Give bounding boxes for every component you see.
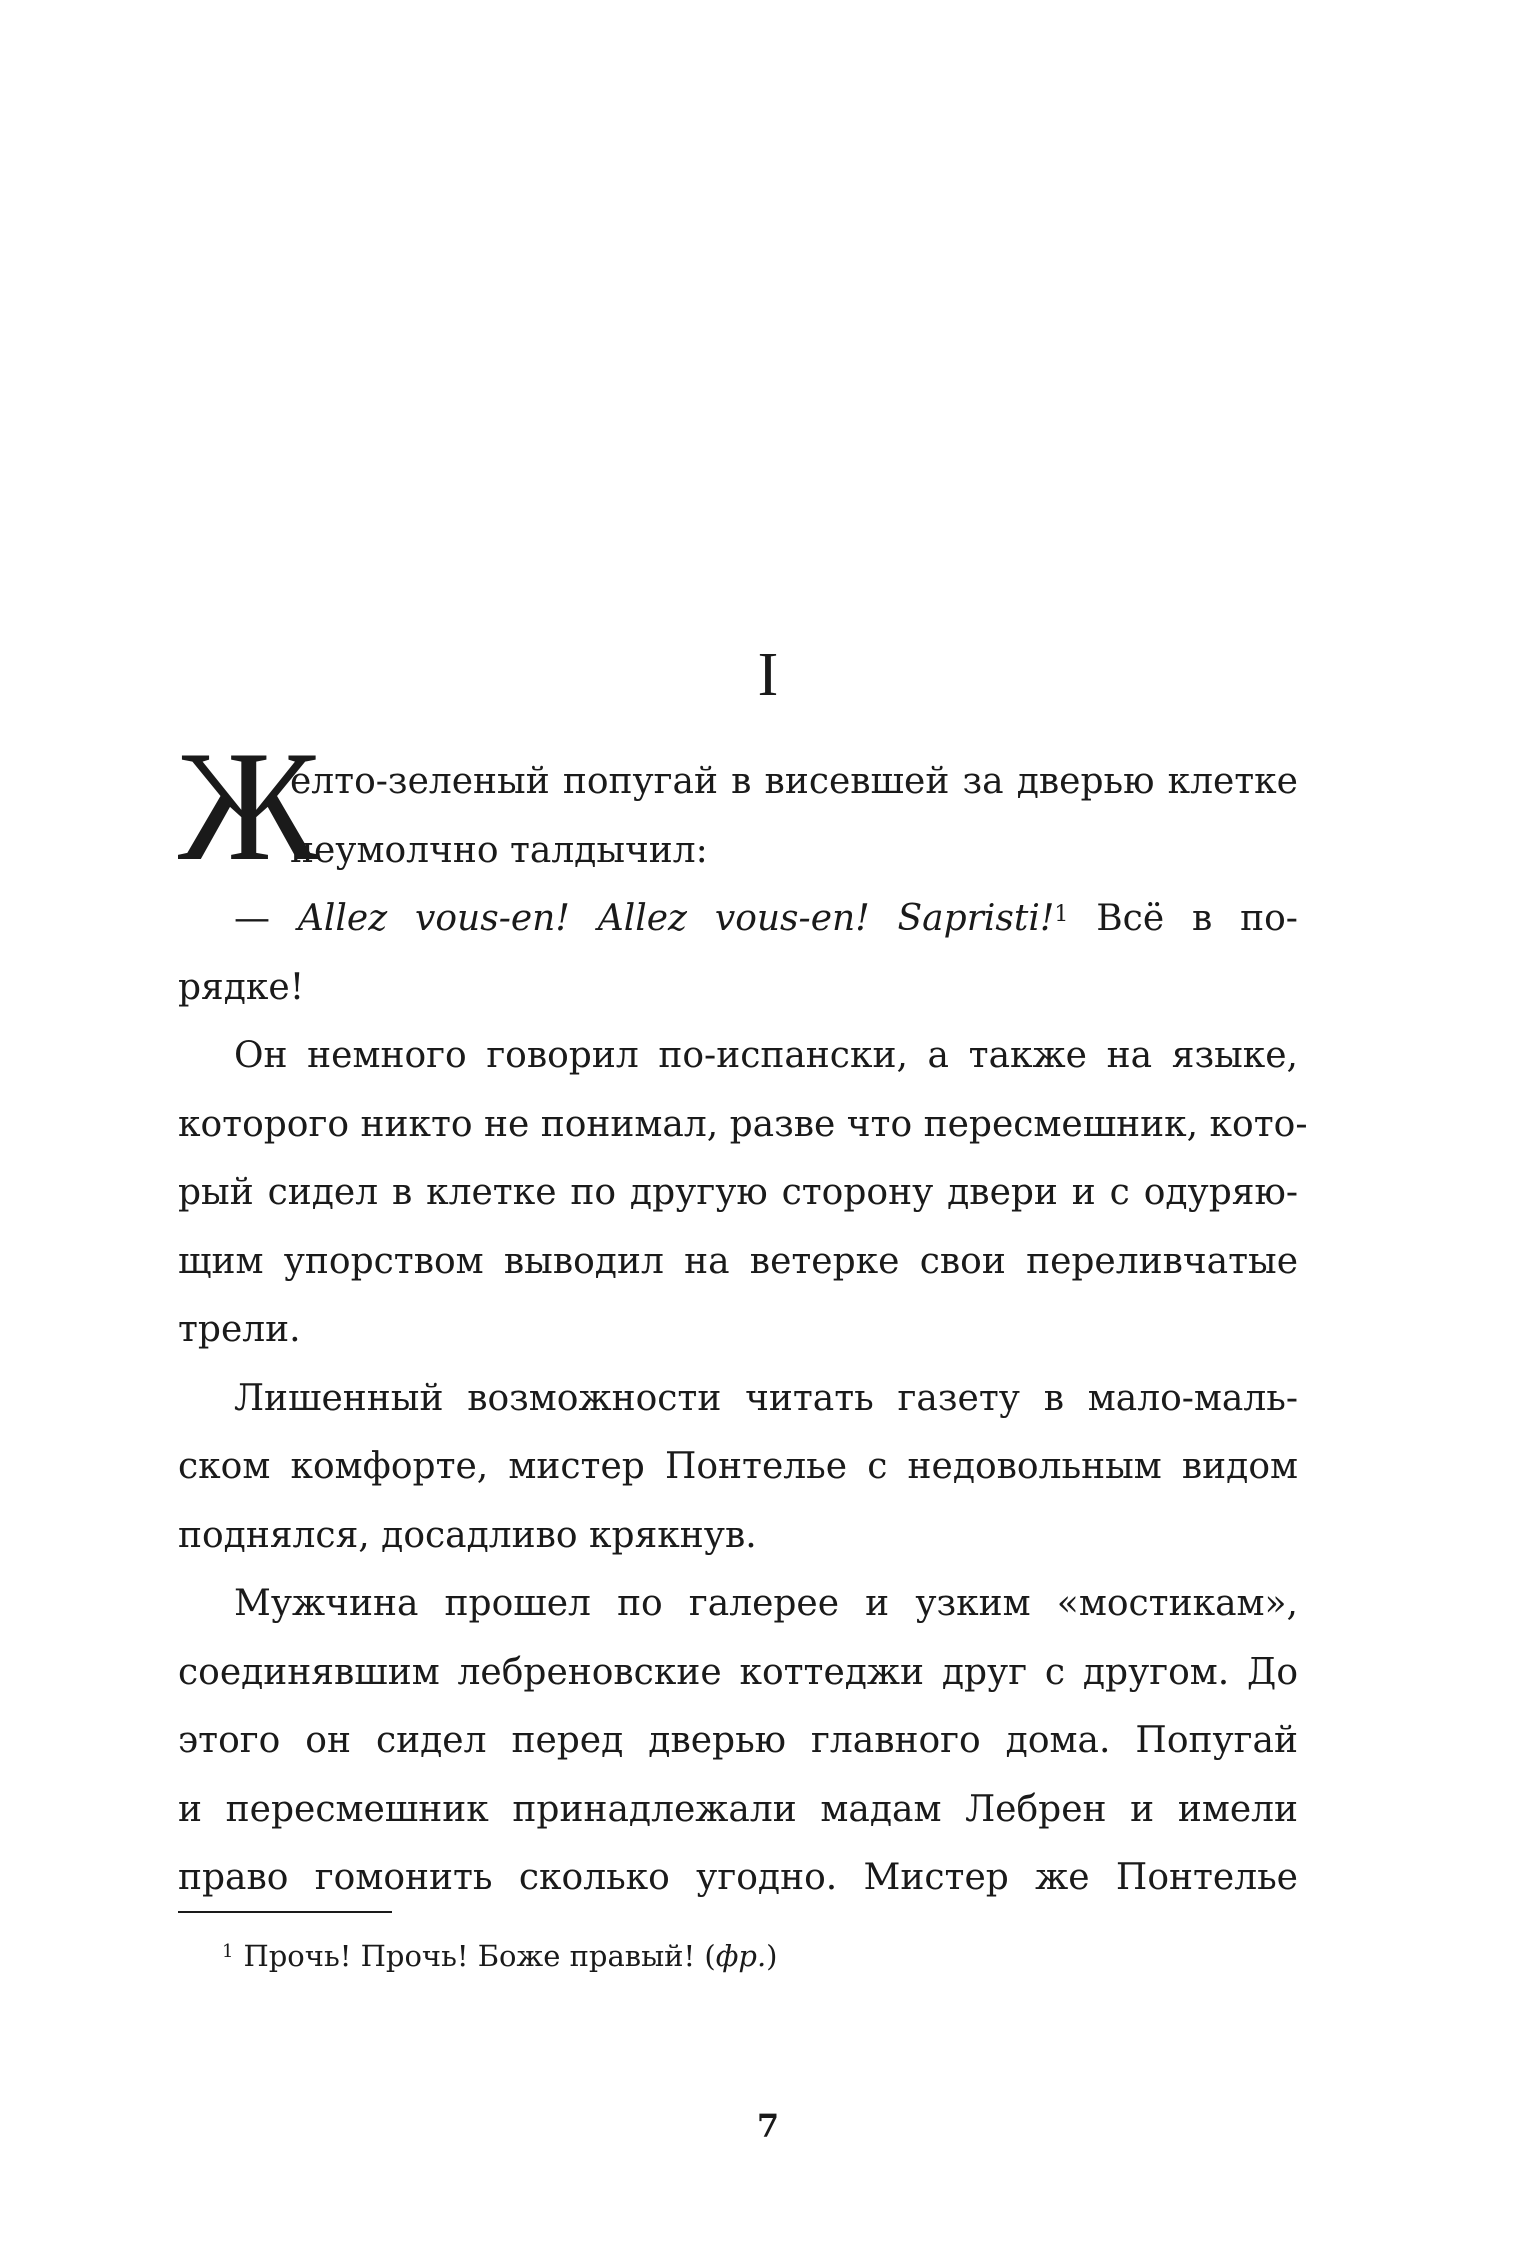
text-line: рый сидел в клетке по другую сторону двери и с одуряю- [178,1172,1298,1213]
footnote-rule [178,1911,392,1913]
footnote [222,1936,778,1976]
text-line: Лишенный возможности читать газету в мало-маль- [234,1377,1298,1419]
text-line: поднялся, досадливо крякнув. [178,1514,757,1556]
drop-cap: Ж [178,719,320,894]
footnote-close: ) [766,1939,778,1973]
text-line: соединявшим лебреновские коттеджи друг с другом. До [178,1651,1298,1693]
footnote-number: 1 [222,1941,234,1962]
body-text [178,748,1308,1913]
text-line: трели. [178,1309,301,1350]
text-line: и пересмешник принадлежали мадам Лебрен и имели [178,1788,1298,1830]
em-dash: — [234,898,270,939]
page-number: 7 [756,2107,780,2145]
text-line: право гомонить сколько угодно. Мистер же Понтелье [178,1857,1298,1898]
text-line [178,885,1298,954]
text-line: Он немного говорил по-испански, а также на языке, [234,1035,1298,1076]
french-phrase: Allez vous-en! Allez vous-en! Sapristi! [297,898,1055,939]
footnote-reference: 1 [1054,902,1069,927]
text-line: ском комфорте, мистер Понтелье с недовольным видом [178,1446,1298,1487]
chapter-title: I [757,641,779,709]
text-line: рядке! [178,966,305,1008]
text-line: которого никто не понимал, разве что пересмешник, кото- [178,1103,1308,1145]
text-line: Мужчина прошел по галерее и узким «мостикам», [234,1583,1298,1624]
text-fragment: Всё в по- [1096,898,1298,939]
footnote-text: Прочь! Прочь! Боже правый! ( [243,1939,716,1973]
text-line: щим упорством выводил на ветерке свои переливчатые [178,1240,1298,1282]
footnote-language: фр. [715,1939,767,1973]
text-line: этого он сидел перед дверью главного дома. Попугай [178,1720,1298,1761]
text-line: неумолчно талдычил: [290,829,708,871]
text-line: елто-зеленый попугай в висевшей за дверью клетке [290,761,1298,802]
